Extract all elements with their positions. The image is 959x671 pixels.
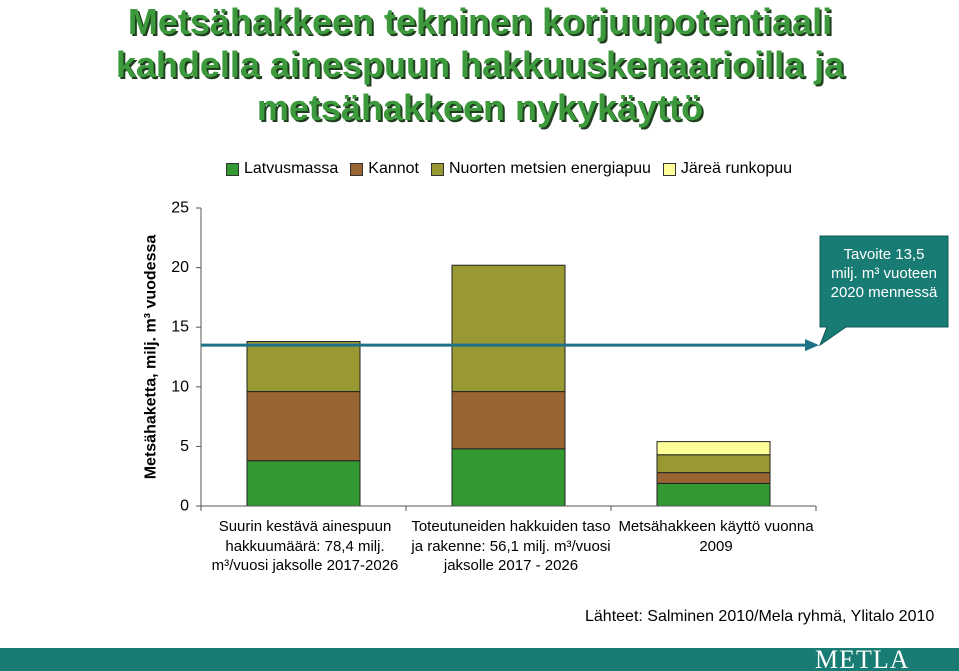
bar-latvusmassa-0 [247, 461, 360, 506]
legend-item-kannot [350, 159, 419, 179]
y-tick-label-10: 10 [171, 378, 189, 396]
y-tick-label-20: 20 [171, 259, 189, 277]
y-tick-label-0: 0 [180, 497, 189, 515]
target-callout-label: Tavoite 13,5 milj. m³ vuoteen 2020 mennessä [830, 245, 938, 301]
y-tick-label-15: 15 [171, 318, 189, 336]
legend-swatch-kannot [350, 163, 363, 176]
legend-label-nuorten-metsien-energiapuu: Nuorten metsien energiapuu [448, 160, 651, 177]
category-label-0: Suurin kestävä ainespuun hakkuumäärä: 78,4 milj. m³/vuosi jaksolle 2017-2026 [211, 518, 399, 574]
category-label-2: Metsähakkeen käyttö vuonna 2009 [618, 518, 814, 555]
bar-latvusmassa-2 [657, 483, 770, 506]
legend-label-latvusmassa: Latvusmassa [244, 160, 339, 177]
y-axis-title: Metsähaketta, milj. m³ vuodessa [142, 234, 160, 480]
legend-item-nuorten-metsien-energiapuu [431, 159, 651, 179]
bar-latvusmassa-1 [452, 449, 565, 506]
bar-nuorten-metsien-energiapuu-0 [247, 342, 360, 392]
bar-kannot-0 [247, 392, 360, 461]
legend [226, 159, 792, 179]
metla-logo: METLA [815, 648, 910, 671]
legend-item-jarea-runkopuu [663, 159, 792, 179]
source-note: Lähteet: Salminen 2010/Mela ryhmä, Ylitalo 2010 [585, 608, 935, 625]
bar-nuorten-metsien-energiapuu-2 [657, 455, 770, 473]
legend-swatch-nuorten-metsien-energiapuu [431, 163, 444, 176]
bar-jarea-runkopuu-2 [657, 442, 770, 455]
legend-item-latvusmassa [226, 159, 338, 179]
y-tick-label-5: 5 [180, 437, 189, 455]
legend-swatch-jarea-runkopuu [663, 163, 676, 176]
legend-label-jarea-runkopuu: Järeä runkopuu [680, 160, 793, 177]
bar-kannot-2 [657, 473, 770, 484]
chart-title: Metsähakkeen tekninen korjuupotentiaali kahdella ainespuun hakkuuskenaarioilla ja metsähakkeen nykykäyttö [115, 1, 845, 128]
footer-band [0, 648, 959, 671]
y-tick-label-25: 25 [171, 199, 189, 217]
bar-group [247, 265, 770, 506]
target-arrowhead [805, 339, 819, 351]
bar-nuorten-metsien-energiapuu-1 [452, 265, 565, 391]
legend-swatch-latvusmassa [226, 163, 239, 176]
bar-kannot-1 [452, 392, 565, 449]
legend-label-kannot: Kannot [368, 160, 419, 177]
category-label-1: Toteutuneiden hakkuiden taso ja rakenne: 56,1 milj. m³/vuosi jaksolle 2017 - 2026 [411, 518, 611, 574]
